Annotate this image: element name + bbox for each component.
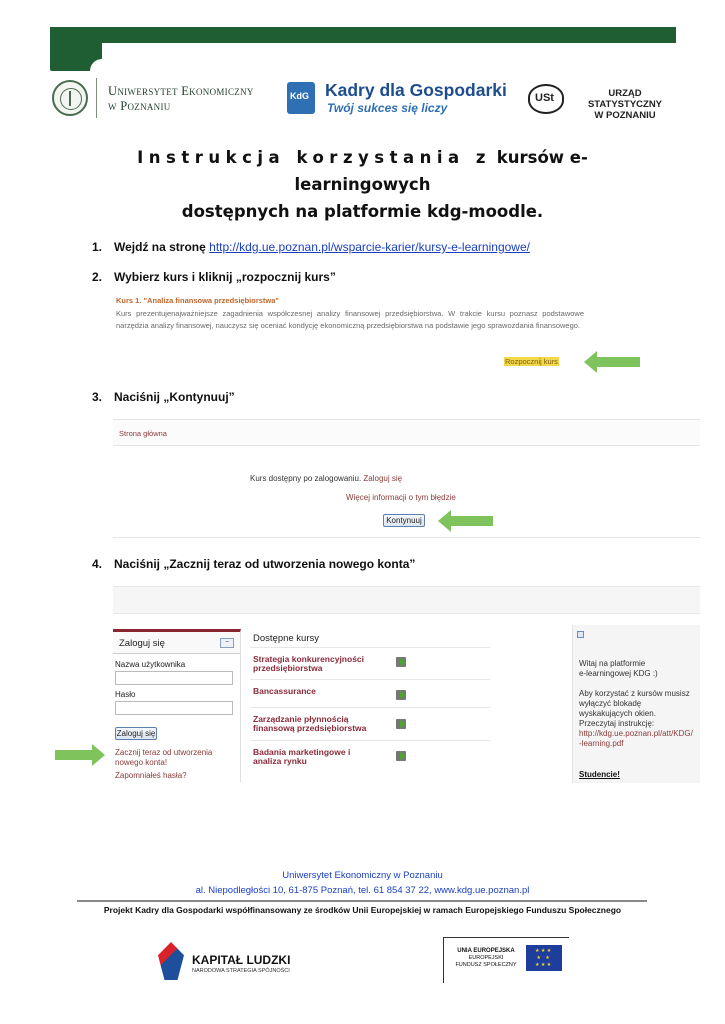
enter-course-icon[interactable] bbox=[396, 719, 406, 729]
arrow-left-icon bbox=[596, 357, 640, 367]
step-number: 4. bbox=[92, 557, 103, 571]
create-account-line1: Zacznij teraz od utworzenia bbox=[115, 748, 213, 757]
instruction-link-end[interactable]: -learning.pdf bbox=[579, 739, 624, 748]
login-link[interactable]: Zaloguj się bbox=[363, 474, 403, 483]
side-info-line1: Aby korzystać z kursów musisz bbox=[579, 689, 690, 698]
kapital-ludzki-mark-icon bbox=[158, 942, 184, 980]
side-info-block bbox=[572, 625, 700, 783]
side-info bbox=[579, 689, 701, 749]
statistics-office-logo-icon bbox=[528, 84, 564, 114]
step-number: 2. bbox=[92, 270, 103, 284]
step-text: Wejdź na stronę bbox=[114, 240, 206, 254]
continue-button[interactable]: Kontynuuj bbox=[383, 514, 425, 527]
side-welcome-line2: e-learningowej KDG :) bbox=[579, 669, 658, 678]
step-text: Wybierz kurs i kliknij „rozpocznij kurs” bbox=[114, 270, 336, 284]
side-info-line4: Przeczytaj instrukcję: bbox=[579, 719, 655, 728]
enter-course-icon[interactable] bbox=[396, 690, 406, 700]
enter-course-icon[interactable] bbox=[396, 751, 406, 761]
side-welcome bbox=[579, 659, 701, 679]
create-account-link[interactable] bbox=[115, 748, 212, 768]
kursy-link[interactable]: http://kdg.ue.poznan.pl/wsparcie-karier/kursy-e-learningowe/ bbox=[209, 240, 530, 254]
step-number: 1. bbox=[92, 240, 103, 254]
step-1 bbox=[92, 240, 530, 254]
side-welcome-line1: Witaj na platformie bbox=[579, 659, 646, 668]
eu-text bbox=[452, 948, 520, 969]
kapital-ludzki-logo bbox=[158, 942, 338, 984]
password-label: Hasło bbox=[115, 690, 136, 699]
footer-university: Uniwersytet Ekonomiczny w Poznaniu bbox=[282, 870, 443, 881]
statistics-office-line1: URZĄD STATYSTYCZNY bbox=[587, 88, 663, 110]
collapse-toggle-icon[interactable]: − bbox=[220, 638, 234, 648]
login-block-header bbox=[113, 632, 240, 654]
course-name-line1: Bancassurance bbox=[253, 686, 316, 696]
block-icon bbox=[577, 631, 584, 638]
start-course-button[interactable]: Rozpocznij kurs bbox=[505, 357, 558, 366]
arrow-left-icon bbox=[450, 516, 493, 526]
course-screenshot bbox=[113, 296, 583, 376]
top-green-bar bbox=[50, 27, 676, 43]
side-info-line2: wyłączyć blokadę bbox=[579, 699, 642, 708]
username-input[interactable] bbox=[115, 671, 233, 685]
course-name-line1: Strategia konkurencyjności bbox=[253, 654, 365, 664]
more-info-link[interactable]: Więcej informacji o tym błędzie bbox=[346, 493, 456, 502]
statistics-office-line2: W POZNANIU bbox=[594, 110, 656, 121]
side-info-line3: wyskakujących okien. bbox=[579, 709, 656, 718]
login-required-message bbox=[250, 474, 550, 483]
eu-logo bbox=[443, 937, 569, 983]
divider bbox=[250, 679, 490, 680]
university-name-line1: Uniwersytet Ekonomiczny bbox=[108, 84, 254, 98]
kapital-ludzki-subtitle: NARODOWA STRATEGIA SPÓJNOŚCI bbox=[192, 968, 290, 974]
eu-line2: EUROPEJSKI bbox=[468, 955, 504, 961]
divider bbox=[250, 740, 490, 741]
students-label: Studencie! bbox=[579, 770, 620, 779]
kdg-title: Kadry dla Gospodarki bbox=[325, 80, 507, 100]
breadcrumb-home-link[interactable]: Strona główna bbox=[119, 429, 167, 438]
footer-divider bbox=[77, 900, 647, 902]
step-2 bbox=[92, 270, 336, 284]
course-name-line2: finansową przedsiębiorstwa bbox=[253, 723, 367, 733]
header-logos bbox=[50, 76, 680, 124]
university-name-line2: w Poznaniu bbox=[108, 99, 171, 113]
footer-project-note: Projekt Kadry dla Gospodarki współfinansowany ze środków Unii Europejskiej w ramach Europejskiego Funduszu Społecznego bbox=[103, 905, 622, 915]
kdg-subtitle: Twój sukces się liczy bbox=[327, 101, 448, 115]
top-green-bar-corner bbox=[50, 43, 102, 71]
step-4 bbox=[92, 557, 415, 571]
title-spaced-part: Instrukcja korzystania z bbox=[137, 148, 492, 167]
login-button[interactable]: Zaloguj się bbox=[116, 729, 156, 738]
moodle-header-bar bbox=[113, 586, 700, 614]
course-name-line1: Badania marketingowe i bbox=[253, 747, 351, 757]
course-name-line2: przedsiębiorstwa bbox=[253, 663, 323, 673]
course-title: Kurs 1. "Analiza finansowa przedsiębiorstwa" bbox=[116, 296, 279, 305]
university-name bbox=[108, 84, 254, 114]
eu-flag-icon bbox=[526, 945, 562, 971]
step-text: Naciśnij „Zacznij teraz od utworzenia nowego konta” bbox=[114, 557, 416, 571]
footer-address: al. Niepodległości 10, 61-875 Poznań, tel. 61 854 37 22, www.kdg.ue.poznan.pl bbox=[195, 885, 530, 896]
login-block-title: Zaloguj się bbox=[119, 638, 165, 649]
title-rest-part: kursów e-learningowych bbox=[294, 148, 588, 194]
kapital-ludzki-name: KAPITAŁ LUDZKI bbox=[192, 953, 291, 967]
step-text: Naciśnij „Kontynuuj” bbox=[114, 390, 235, 404]
divider bbox=[250, 647, 490, 648]
course-name-line1: Zarządzanie płynnością bbox=[253, 714, 349, 724]
statistics-office-name bbox=[571, 88, 679, 121]
header-divider bbox=[96, 78, 97, 118]
eu-line3: FUNDUSZ SPOŁECZNY bbox=[455, 962, 517, 968]
forgot-password-link[interactable]: Zapomniałeś hasła? bbox=[115, 771, 187, 780]
step-number: 3. bbox=[92, 390, 103, 404]
university-seal-icon bbox=[52, 80, 88, 116]
password-input[interactable] bbox=[115, 701, 233, 715]
moodle-navbar bbox=[113, 419, 700, 446]
divider bbox=[250, 707, 490, 708]
message-text: Kurs dostępny po zalogowaniu. bbox=[250, 474, 362, 483]
instruction-link[interactable]: http://kdg.ue.poznan.pl/att/KDG/ bbox=[579, 729, 693, 738]
courses-title: Dostępne kursy bbox=[253, 633, 320, 644]
divider bbox=[113, 537, 700, 538]
course-description: Kurs prezentujenajważniejsze zagadnienia współczesnej analizy finansowej przedsiębiorstwa. W trakcie kursu poznasz podstawowe narzędzia analizy finansowej, nauczysz się oceniać kondycję ekonomiczną przedsiębiorstwa na podstawie jego sprawozdania finansowego. bbox=[116, 309, 584, 330]
login-block bbox=[113, 629, 241, 782]
arrow-right-icon bbox=[55, 750, 93, 760]
username-label: Nazwa użytkownika bbox=[115, 660, 186, 669]
create-account-line2: nowego konta! bbox=[115, 758, 168, 767]
course-name-line2: analiza rynku bbox=[253, 756, 307, 766]
document-title bbox=[80, 144, 645, 225]
step-3 bbox=[92, 390, 235, 404]
kdg-logo-icon bbox=[287, 82, 315, 114]
eu-line1: UNIA EUROPEJSKA bbox=[457, 948, 515, 954]
enter-course-icon[interactable] bbox=[396, 657, 406, 667]
title-line2: dostępnych na platformie kdg-moodle. bbox=[181, 202, 544, 221]
